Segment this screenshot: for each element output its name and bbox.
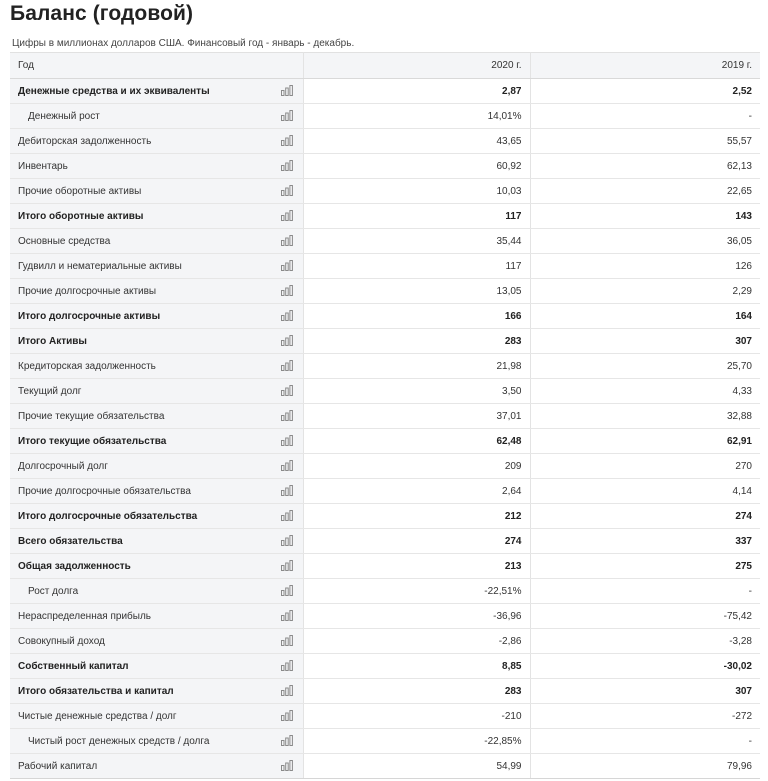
value-2020: 283: [303, 679, 530, 704]
table-row: [10, 379, 760, 404]
bar-chart-icon[interactable]: [281, 85, 293, 96]
value-2020: 3,50: [303, 379, 530, 404]
value-2019: 164: [530, 304, 760, 329]
value-2020: 117: [303, 204, 530, 229]
value-2020: 35,44: [303, 229, 530, 254]
page-title: Баланс (годовой): [10, 2, 194, 25]
row-label: Текущий долг: [18, 385, 82, 397]
bar-chart-icon[interactable]: [281, 185, 293, 196]
table-row: [10, 754, 760, 779]
bar-chart-icon[interactable]: [281, 435, 293, 446]
page-subtitle: Цифры в миллионах долларов США. Финансовый год - январь - декабрь.: [12, 38, 355, 49]
row-label-cell: [10, 104, 303, 129]
value-2020: 37,01: [303, 404, 530, 429]
bar-chart-icon[interactable]: [281, 585, 293, 596]
value-2019: 62,91: [530, 429, 760, 454]
value-2020: 13,05: [303, 279, 530, 304]
row-label: Денежный рост: [28, 110, 100, 122]
value-2020: 283: [303, 329, 530, 354]
table-row: [10, 679, 760, 704]
table-row: [10, 554, 760, 579]
row-label: Долгосрочный долг: [18, 460, 108, 472]
table-body: [10, 79, 760, 779]
table-row: [10, 654, 760, 679]
row-label-cell: [10, 129, 303, 154]
value-2019: 55,57: [530, 129, 760, 154]
row-label-cell: [10, 154, 303, 179]
value-2020: 54,99: [303, 754, 530, 779]
header-year-2020[interactable]: 2020 г.: [303, 53, 530, 79]
bar-chart-icon[interactable]: [281, 160, 293, 171]
value-2020: 62,48: [303, 429, 530, 454]
bar-chart-icon[interactable]: [281, 560, 293, 571]
row-label-cell: [10, 79, 303, 104]
value-2019: 2,29: [530, 279, 760, 304]
row-label: Общая задолженность: [18, 560, 131, 572]
value-2020: 2,87: [303, 79, 530, 104]
row-label: Итого долгосрочные обязательства: [18, 510, 198, 522]
value-2020: 2,64: [303, 479, 530, 504]
row-label: Чистые денежные средства / долг: [18, 710, 177, 722]
row-label-cell: [10, 479, 303, 504]
row-label-cell: [10, 329, 303, 354]
value-2020: 117: [303, 254, 530, 279]
value-2020: 274: [303, 529, 530, 554]
table-row: [10, 604, 760, 629]
row-label: Всего обязательства: [18, 535, 123, 547]
row-label-cell: [10, 754, 303, 779]
row-label: Прочие долгосрочные обязательства: [18, 485, 191, 497]
bar-chart-icon[interactable]: [281, 285, 293, 296]
value-2019: 270: [530, 454, 760, 479]
row-label-cell: [10, 504, 303, 529]
row-label-cell: [10, 279, 303, 304]
value-2020: -22,51%: [303, 579, 530, 604]
bar-chart-icon[interactable]: [281, 685, 293, 696]
value-2020: -36,96: [303, 604, 530, 629]
bar-chart-icon[interactable]: [281, 710, 293, 721]
table-row: [10, 254, 760, 279]
row-label-cell: [10, 729, 303, 754]
bar-chart-icon[interactable]: [281, 485, 293, 496]
table-row: [10, 104, 760, 129]
row-label-cell: [10, 379, 303, 404]
value-2020: -210: [303, 704, 530, 729]
row-label-cell: [10, 254, 303, 279]
value-2020: 21,98: [303, 354, 530, 379]
row-label: Денежные средства и их эквиваленты: [18, 85, 210, 97]
bar-chart-icon[interactable]: [281, 235, 293, 246]
value-2019: 307: [530, 329, 760, 354]
row-label: Кредиторская задолженность: [18, 360, 156, 372]
row-label: Нераспределенная прибыль: [18, 610, 152, 622]
balance-sheet-table: [10, 52, 760, 779]
value-2020: -2,86: [303, 629, 530, 654]
row-label-cell: [10, 554, 303, 579]
header-year-2019[interactable]: 2019 г.: [530, 53, 760, 79]
table-row: [10, 629, 760, 654]
bar-chart-icon[interactable]: [281, 635, 293, 646]
row-label-cell: [10, 529, 303, 554]
bar-chart-icon[interactable]: [281, 360, 293, 371]
value-2019: 2,52: [530, 79, 760, 104]
row-label: Итого Активы: [18, 335, 87, 347]
table-row: [10, 179, 760, 204]
row-label: Чистый рост денежных средств / долга: [28, 735, 210, 747]
table-row: [10, 579, 760, 604]
table-row: [10, 154, 760, 179]
bar-chart-icon[interactable]: [281, 610, 293, 621]
value-2019: 22,65: [530, 179, 760, 204]
value-2019: 143: [530, 204, 760, 229]
table-row: [10, 304, 760, 329]
value-2019: -: [530, 579, 760, 604]
row-label-cell: [10, 579, 303, 604]
value-2020: 166: [303, 304, 530, 329]
row-label: Прочие долгосрочные активы: [18, 285, 157, 297]
row-label: Итого долгосрочные активы: [18, 310, 161, 322]
row-label: Собственный капитал: [18, 660, 129, 672]
row-label: Совокупный доход: [18, 635, 105, 647]
header-row: [10, 53, 760, 79]
bar-chart-icon[interactable]: [281, 735, 293, 746]
row-label-cell: [10, 604, 303, 629]
row-label: Итого текущие обязательства: [18, 435, 167, 447]
row-label: Рабочий капитал: [18, 760, 98, 772]
row-label-cell: [10, 404, 303, 429]
header-label: Год: [10, 53, 303, 79]
bar-chart-icon[interactable]: [281, 135, 293, 146]
value-2020: 212: [303, 504, 530, 529]
value-2019: -3,28: [530, 629, 760, 654]
row-label-cell: [10, 704, 303, 729]
value-2019: -: [530, 729, 760, 754]
value-2020: -22,85%: [303, 729, 530, 754]
value-2019: 274: [530, 504, 760, 529]
row-label: Основные средства: [18, 235, 111, 247]
table-row: [10, 704, 760, 729]
value-2020: 8,85: [303, 654, 530, 679]
value-2020: 213: [303, 554, 530, 579]
row-label-cell: [10, 654, 303, 679]
value-2019: 36,05: [530, 229, 760, 254]
bar-chart-icon[interactable]: [281, 260, 293, 271]
value-2019: 62,13: [530, 154, 760, 179]
value-2019: 32,88: [530, 404, 760, 429]
value-2019: 4,14: [530, 479, 760, 504]
bar-chart-icon[interactable]: [281, 760, 293, 771]
bar-chart-icon[interactable]: [281, 110, 293, 121]
value-2019: 25,70: [530, 354, 760, 379]
bar-chart-icon[interactable]: [281, 460, 293, 471]
value-2019: -272: [530, 704, 760, 729]
bar-chart-icon[interactable]: [281, 335, 293, 346]
value-2020: 43,65: [303, 129, 530, 154]
table-row: [10, 404, 760, 429]
bar-chart-icon[interactable]: [281, 385, 293, 396]
table-row: [10, 279, 760, 304]
value-2019: 307: [530, 679, 760, 704]
table-row: [10, 479, 760, 504]
table-row: [10, 329, 760, 354]
row-label-cell: [10, 229, 303, 254]
value-2020: 209: [303, 454, 530, 479]
bar-chart-icon[interactable]: [281, 535, 293, 546]
row-label: Прочие текущие обязательства: [18, 410, 165, 422]
bar-chart-icon[interactable]: [281, 310, 293, 321]
bar-chart-icon[interactable]: [281, 210, 293, 221]
value-2019: 79,96: [530, 754, 760, 779]
table-row: [10, 429, 760, 454]
row-label-cell: [10, 679, 303, 704]
row-label-cell: [10, 304, 303, 329]
row-label-cell: [10, 629, 303, 654]
table-row: [10, 529, 760, 554]
table-row: [10, 454, 760, 479]
row-label-cell: [10, 454, 303, 479]
value-2019: 4,33: [530, 379, 760, 404]
table-row: [10, 354, 760, 379]
table-row: [10, 79, 760, 104]
row-label: Итого обязательства и капитал: [18, 685, 174, 697]
row-label-cell: [10, 429, 303, 454]
value-2019: -: [530, 104, 760, 129]
value-2020: 14,01%: [303, 104, 530, 129]
row-label-cell: [10, 204, 303, 229]
value-2020: 10,03: [303, 179, 530, 204]
value-2019: 337: [530, 529, 760, 554]
table-row: [10, 129, 760, 154]
row-label: Дебиторская задолженность: [18, 135, 152, 147]
bar-chart-icon[interactable]: [281, 410, 293, 421]
row-label: Рост долга: [28, 585, 79, 597]
bar-chart-icon[interactable]: [281, 510, 293, 521]
value-2019: 275: [530, 554, 760, 579]
value-2019: -30,02: [530, 654, 760, 679]
table-row: [10, 729, 760, 754]
row-label: Инвентарь: [18, 160, 68, 172]
value-2019: -75,42: [530, 604, 760, 629]
value-2020: 60,92: [303, 154, 530, 179]
row-label: Прочие оборотные активы: [18, 185, 142, 197]
value-2019: 126: [530, 254, 760, 279]
bar-chart-icon[interactable]: [281, 660, 293, 671]
row-label: Гудвилл и нематериальные активы: [18, 260, 182, 272]
row-label-cell: [10, 179, 303, 204]
table-header: [10, 53, 760, 79]
row-label-cell: [10, 354, 303, 379]
table-row: [10, 229, 760, 254]
table-row: [10, 204, 760, 229]
table-row: [10, 504, 760, 529]
row-label: Итого оборотные активы: [18, 210, 144, 222]
